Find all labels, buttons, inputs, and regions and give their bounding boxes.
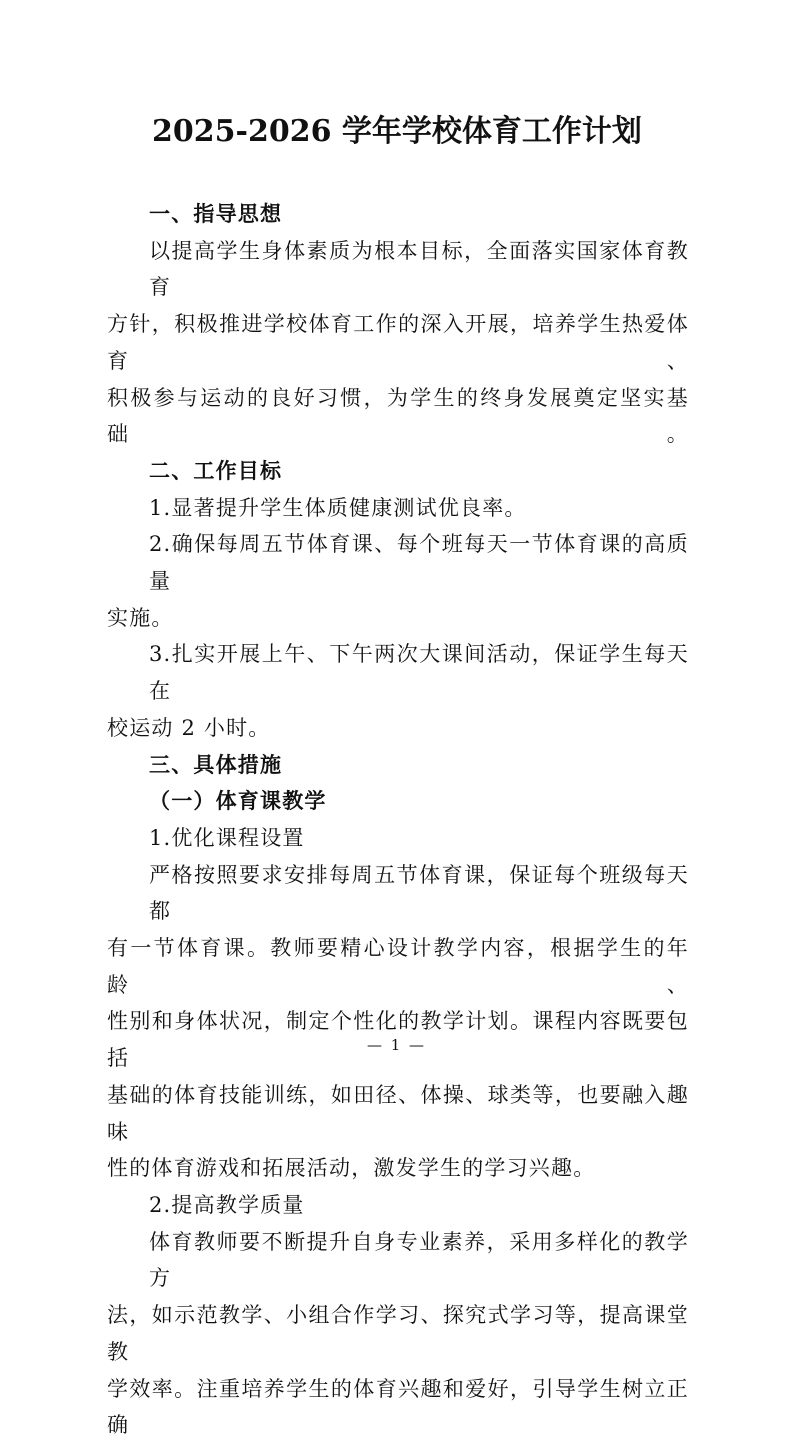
paragraph-line: 2.提高教学质量 — [149, 1192, 305, 1217]
section-heading: 三、具体措施 — [149, 751, 283, 777]
paragraph-line: 实施。 — [107, 605, 174, 630]
paragraph-line: 体育教师要不断提升自身专业素养，采用多样化的教学方 — [149, 1229, 689, 1291]
paragraph-line: 校运动 2 小时。 — [107, 715, 271, 740]
paragraph-line: 基础的体育技能训练，如田径、体操、球类等，也要融入趣味 — [107, 1082, 689, 1144]
section-heading: 一、指导思想 — [149, 201, 283, 226]
paragraph-line: 方针，积极推进学校体育工作的深入开展，培养学生热爱体育、 — [107, 312, 689, 373]
paragraph-line: 学效率。注重培养学生的体育兴趣和爱好，引导学生树立正确 — [107, 1376, 689, 1438]
paragraph-line: 性别和身体状况，制定个性化的教学计划。课程内容既要包括 — [107, 1009, 689, 1071]
paragraph-line: 法，如示范教学、小组合作学习、探究式学习等，提高课堂教 — [107, 1303, 689, 1364]
document-title: 2025-2026 学年学校体育工作计划 — [152, 114, 642, 149]
section-heading: （一）体育课教学 — [149, 788, 327, 814]
paragraph-line: 1.显著提升学生体质健康测试优良率。 — [149, 495, 527, 520]
paragraph-line: 以提高学生身体素质为根本目标，全面落实国家体育教育 — [149, 238, 689, 300]
page-number: — 1 — — [366, 1036, 427, 1054]
paragraph-line: 严格按照要求安排每周五节体育课，保证每个班级每天都 — [149, 862, 689, 924]
section-heading: 二、工作目标 — [149, 457, 283, 483]
paragraph-line: 性的体育游戏和拓展活动，激发学生的学习兴趣。 — [107, 1156, 596, 1181]
paragraph-line: 1.优化课程设置 — [149, 825, 305, 850]
paragraph-line: 3.扎实开展上午、下午两次大课间活动，保证学生每天在 — [149, 642, 689, 704]
document-body — [107, 196, 689, 1444]
paragraph-line: 有一节体育课。教师要精心设计教学内容，根据学生的年龄、 — [107, 936, 689, 997]
paragraph-line: 积极参与运动的良好习惯，为学生的终身发展奠定坚实基础。 — [107, 385, 689, 447]
paragraph-line: 2.确保每周五节体育课、每个班每天一节体育课的高质量 — [149, 532, 689, 594]
